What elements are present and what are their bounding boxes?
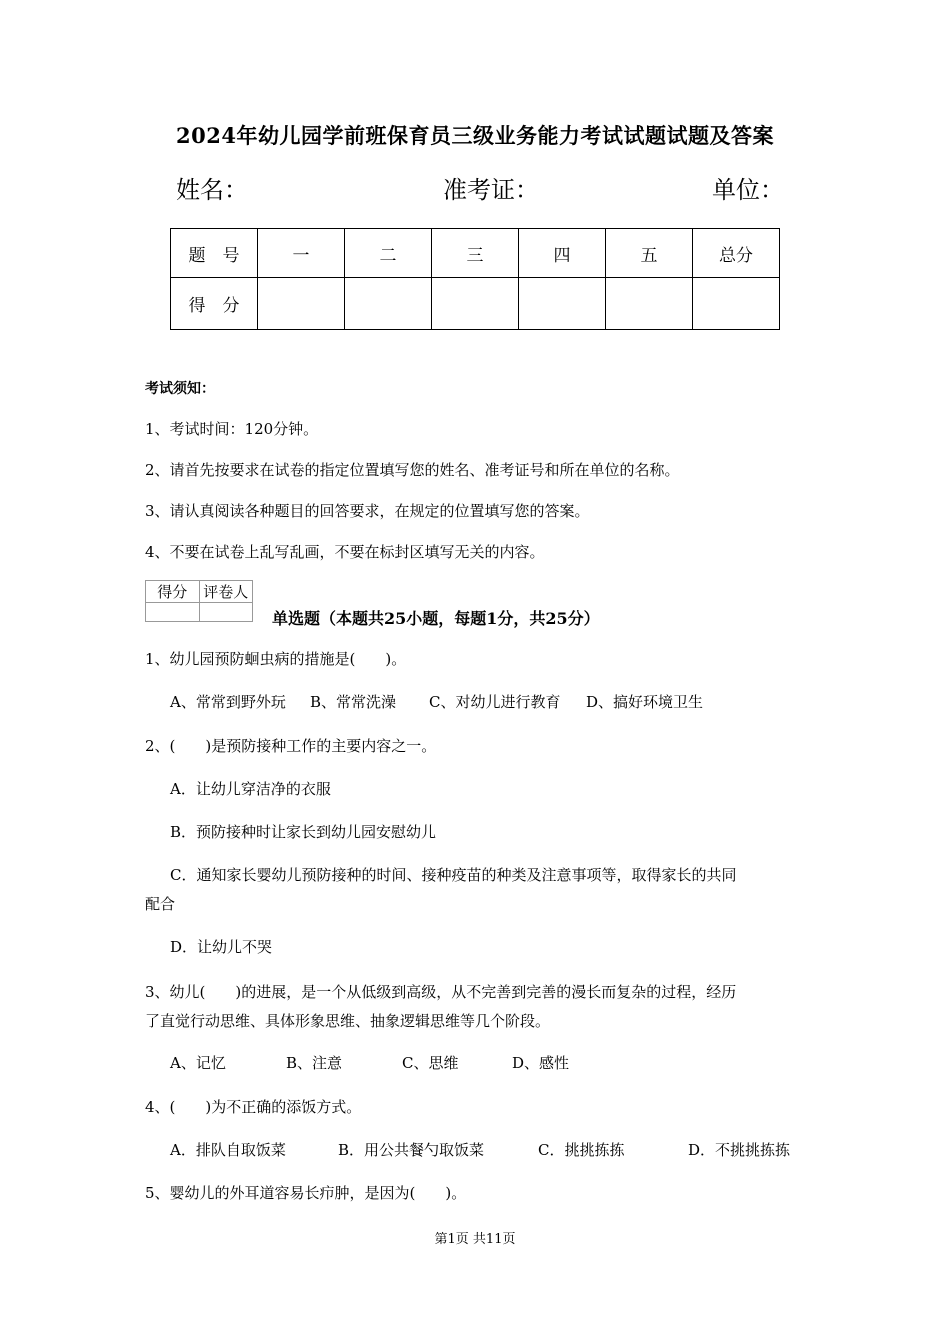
question-option: C．挑挑拣拣 — [538, 1141, 625, 1159]
grader-reviewer-cell[interactable] — [199, 603, 253, 622]
grader-score-cell[interactable] — [146, 603, 200, 622]
question-option: D．让幼儿不哭 — [170, 938, 273, 956]
question-stem: 3、幼儿( )的进展，是一个从低级到高级，从不完善到完善的漫长而复杂的过程，经历 — [145, 983, 737, 1001]
notice-item: 1、考试时间：120分钟。 — [145, 420, 319, 438]
score-row-label: 得 分 — [171, 278, 258, 330]
notice-item: 3、请认真阅读各种题目的回答要求，在规定的位置填写您的答案。 — [145, 502, 590, 520]
score-header-cell: 总分 — [693, 229, 780, 278]
section-title: 单选题（本题共25小题，每题1分，共25分） — [272, 609, 600, 628]
question-option: C．通知家长婴幼儿预防接种的时间、接种疫苗的种类及注意事项等，取得家长的共同 — [170, 866, 737, 884]
question-option: B．预防接种时让家长到幼儿园安慰幼儿 — [170, 823, 437, 841]
score-header-cell: 一 — [258, 229, 345, 278]
question-stem: 4、( )为不正确的添饭方式。 — [145, 1098, 362, 1116]
question-option: B、常常洗澡 — [310, 693, 397, 711]
question-option-continued: 配合 — [145, 895, 176, 913]
question-option: C、思维 — [402, 1054, 459, 1072]
question-option: D．不挑挑拣拣 — [688, 1141, 791, 1159]
score-header-cell: 五 — [606, 229, 693, 278]
score-header-cell: 三 — [432, 229, 519, 278]
score-table-score-row — [171, 278, 780, 330]
grader-box — [145, 580, 253, 622]
question-option: A．让幼儿穿洁净的衣服 — [170, 780, 331, 798]
notice-title: 考试须知： — [145, 381, 215, 397]
question-stem: 5、婴幼儿的外耳道容易长疖肿，是因为( )。 — [145, 1184, 467, 1202]
grader-score-label: 得分 — [146, 581, 200, 603]
score-cell[interactable] — [606, 278, 693, 330]
question-option: A、记忆 — [170, 1054, 226, 1072]
score-header-cell: 题 号 — [171, 229, 258, 278]
notice-item: 2、请首先按要求在试卷的指定位置填写您的姓名、准考证号和所在单位的名称。 — [145, 461, 680, 479]
question-stem: 1、幼儿园预防蛔虫病的措施是( )。 — [145, 650, 407, 668]
question-stem-continued: 了直觉行动思维、具体形象思维、抽象逻辑思维等几个阶段。 — [145, 1012, 551, 1030]
score-cell[interactable] — [693, 278, 780, 330]
question-option: D、搞好环境卫生 — [586, 693, 704, 711]
question-option: D、感性 — [512, 1054, 570, 1072]
question-option: A．排队自取饭菜 — [170, 1141, 286, 1159]
score-header-cell: 二 — [345, 229, 432, 278]
question-option: B．用公共餐勺取饭菜 — [338, 1141, 485, 1159]
score-table-header-row — [171, 229, 780, 278]
score-cell[interactable] — [258, 278, 345, 330]
score-cell[interactable] — [345, 278, 432, 330]
name-field-label: 姓名： — [176, 176, 248, 204]
score-table — [170, 228, 780, 330]
notice-item: 4、不要在试卷上乱写乱画，不要在标封区填写无关的内容。 — [145, 543, 545, 561]
exam-number-field-label: 准考证： — [443, 176, 539, 204]
score-cell[interactable] — [519, 278, 606, 330]
score-header-cell: 四 — [519, 229, 606, 278]
question-option: C、对幼儿进行教育 — [429, 693, 561, 711]
question-stem: 2、( )是预防接种工作的主要内容之一。 — [145, 737, 437, 755]
score-cell[interactable] — [432, 278, 519, 330]
exam-title: 2024年幼儿园学前班保育员三级业务能力考试试题试题及答案 — [176, 123, 774, 148]
question-option: B、注意 — [286, 1054, 343, 1072]
question-option: A、常常到野外玩 — [170, 693, 286, 711]
page-footer: 第1页 共11页 — [434, 1232, 516, 1247]
grader-reviewer-label: 评卷人 — [199, 581, 253, 603]
unit-field-label: 单位： — [712, 176, 784, 204]
